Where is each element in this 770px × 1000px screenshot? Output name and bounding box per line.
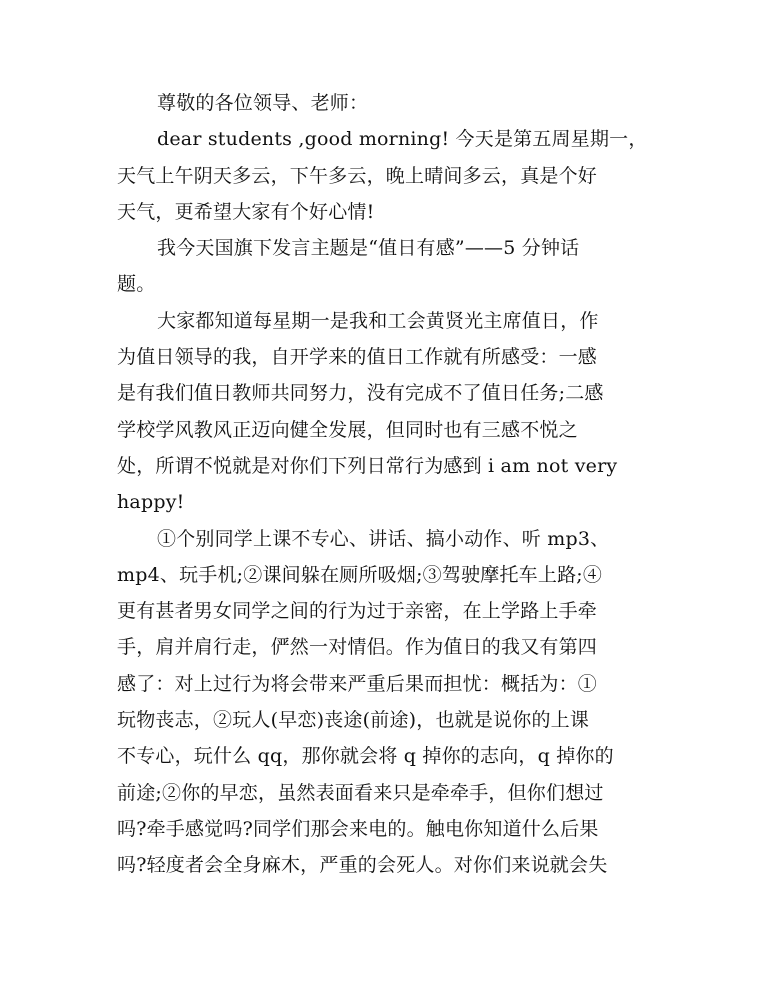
speech-text xyxy=(117,85,662,884)
text-line: 更有甚者男女同学之间的行为过于亲密，在上学路上手牵 xyxy=(117,600,598,623)
text-line: 是有我们值日教师共同努力，没有完成不了值日任务;二感 xyxy=(117,382,604,405)
text-line: 处，所谓不悦就是对你们下列日常行为感到 i am not very xyxy=(117,454,618,477)
text-line: dear students ,good morning! 今天是第五周星期一， xyxy=(157,128,648,151)
text-line: 吗?轻度者会全身麻木，严重的会死人。对你们来说就会失 xyxy=(117,854,608,877)
text-line: 大家都知道每星期一是我和工会黄贤光主席值日，作 xyxy=(157,309,599,332)
text-line: 天气上午阴天多云，下午多云，晚上晴间多云，真是个好 xyxy=(117,164,598,187)
text-line: ①个别同学上课不专心、讲话、搞小动作、听 mp3、 xyxy=(157,527,610,550)
text-line: 学校学风教风正迈向健全发展，但同时也有三感不悦之 xyxy=(117,418,578,441)
text-line: 手，肩并肩行走，俨然一对情侣。作为值日的我又有第四 xyxy=(117,636,598,659)
text-line: 天气，更希望大家有个好心情! xyxy=(117,200,375,223)
text-line: mp4、玩手机;②课间躲在厕所吸烟;③驾驶摩托车上路;④ xyxy=(117,563,603,586)
text-line: happy! xyxy=(117,491,185,514)
text-line: 为值日领导的我，自开学来的值日工作就有所感受：一感 xyxy=(117,346,598,369)
text-line: 题。 xyxy=(117,273,156,296)
text-line: 不专心，玩什么 qq，那你就会将 q 掉你的志向，q 掉你的 xyxy=(117,745,614,768)
text-line: 前途;②你的早恋，虽然表面看来只是牵牵手，但你们想过 xyxy=(117,781,604,804)
text-line: 感了：对上过行为将会带来严重后果而担忧：概括为：① xyxy=(117,672,598,695)
text-line: 尊敬的各位领导、老师： xyxy=(157,92,369,114)
text-line: 我今天国旗下发言主题是“值日有感”——5 分钟话 xyxy=(157,237,580,260)
text-line: 吗?牵手感觉吗?同学们那会来电的。触电你知道什么后果 xyxy=(117,817,599,840)
text-line: 玩物丧志，②玩人(早恋)丧途(前途)，也就是说你的上课 xyxy=(117,709,590,732)
